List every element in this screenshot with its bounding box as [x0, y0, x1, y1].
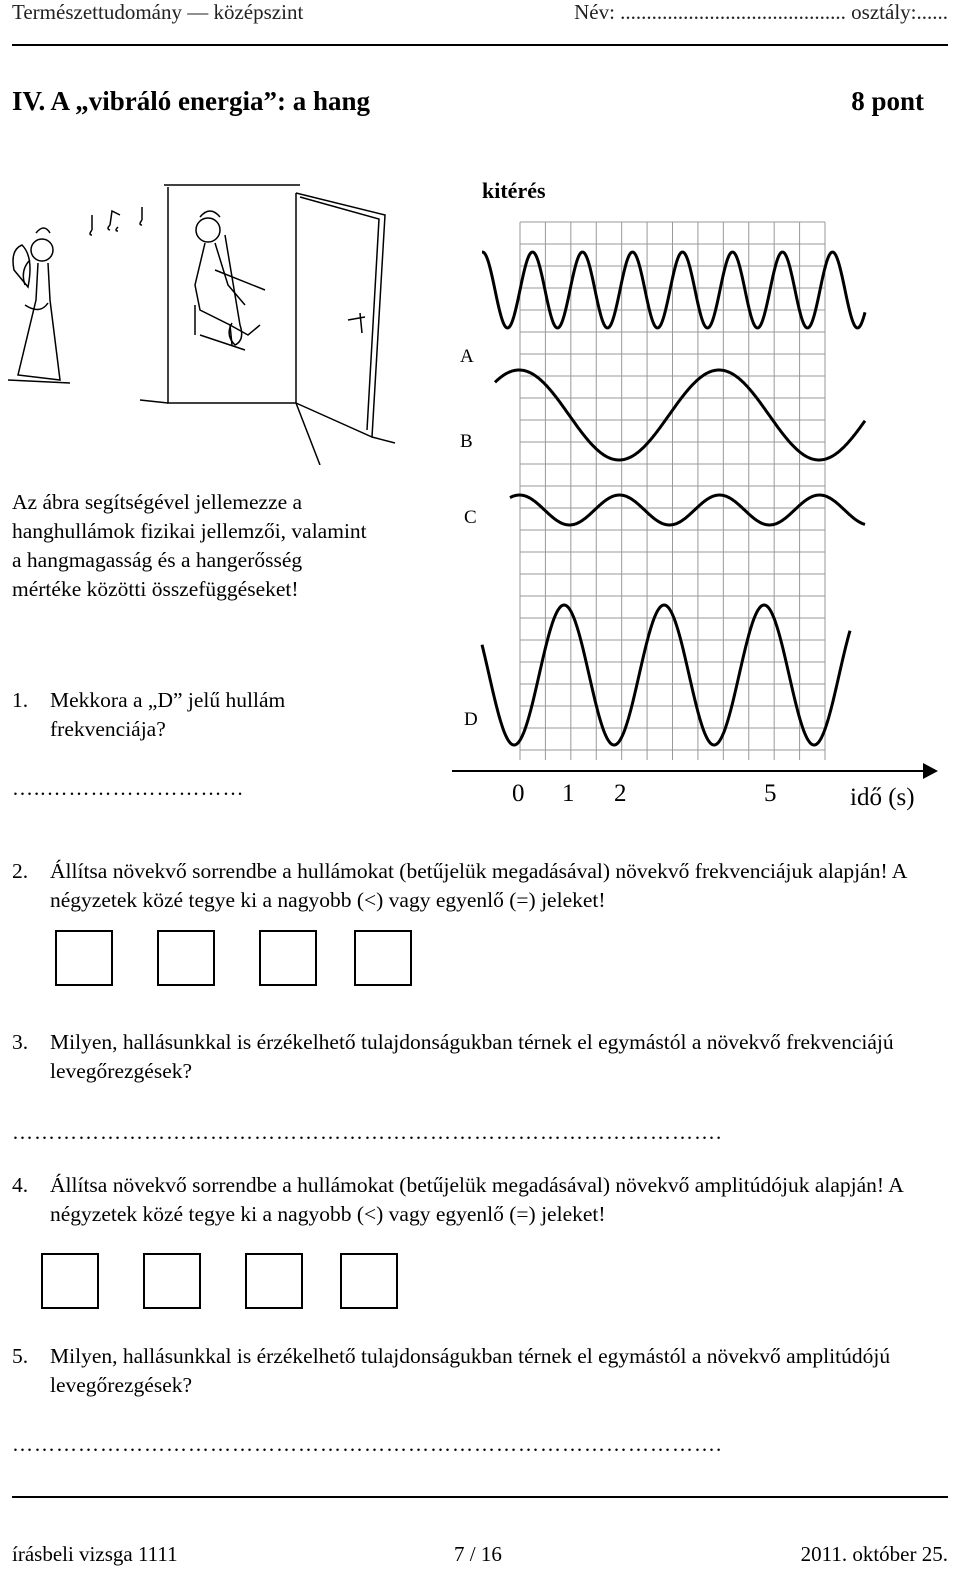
question-2-number: 2.	[12, 859, 29, 883]
intro-text: Az ábra segítségével jellemezze a hanghullámok fizikai jellemzői, valamint a hangmagasság és a hangerősség mértéke közötti összefüggéseket!	[12, 490, 367, 601]
footer-exam: írásbeli vizsga 1111	[12, 1542, 178, 1566]
x-tick-2: 2	[614, 780, 627, 807]
answer-box-4-3[interactable]	[245, 1253, 303, 1309]
answer-box-4-4[interactable]	[340, 1253, 398, 1309]
x-tick-5: 5	[764, 780, 777, 807]
wave-label-a: A	[460, 346, 474, 367]
section-title	[12, 86, 924, 117]
answer-box-2-3[interactable]	[259, 930, 317, 986]
question-5	[12, 1342, 948, 1402]
footer-page-number: 7 / 16	[454, 1542, 502, 1566]
y-axis-label: kitérés	[482, 178, 546, 203]
question-2-text: Állítsa növekvő sorrendbe a hullámokat (betűjelük megadásával) növekvő frekvenciájuk alapján! A négyzetek közé tegye ki a nagyobb (<) vagy egyenlő (=) jeleket!	[50, 859, 907, 912]
answer-box-2-1[interactable]	[55, 930, 113, 986]
answer-box-2-4[interactable]	[354, 930, 412, 986]
wave-figure	[440, 170, 940, 820]
question-1-text: Mekkora a „D” jelű hullám frekvenciája?	[50, 688, 286, 741]
footer-rule	[12, 1496, 948, 1498]
illustration-drawing	[0, 175, 430, 465]
question-1-number: 1.	[12, 688, 29, 712]
question-3-number: 3.	[12, 1030, 29, 1054]
wave-c	[510, 495, 865, 525]
question-1	[12, 686, 342, 746]
question-2	[12, 857, 948, 917]
question-5-number: 5.	[12, 1344, 29, 1368]
answer-box-4-2[interactable]	[143, 1253, 201, 1309]
answer-line-3[interactable]: …………………………………………………………………………………….	[12, 1120, 723, 1144]
question-4-number: 4.	[12, 1173, 29, 1197]
page-header	[12, 0, 948, 26]
grid	[520, 222, 825, 760]
question-4-text: Állítsa növekvő sorrendbe a hullámokat (betűjelük megadásával) növekvő amplitúdójuk alapján! A négyzetek közé tegye ki a nagyobb (<) vagy egyenlő (=) jeleket!	[50, 1173, 903, 1226]
answer-line-1[interactable]: …..………………………	[12, 776, 245, 800]
answer-box-4-1[interactable]	[41, 1253, 99, 1309]
wave-a	[482, 252, 865, 328]
time-axis-arrow	[923, 763, 938, 779]
x-tick-0: 0	[512, 780, 525, 807]
wave-d	[482, 605, 850, 745]
footer-date: 2011. október 25.	[800, 1542, 948, 1566]
question-5-text: Milyen, hallásunkkal is érzékelhető tulajdonságukban térnek el egymástól a növekvő amplitúdójú levegőrezgések?	[50, 1344, 891, 1397]
question-3	[12, 1028, 948, 1088]
x-axis-label: idő (s)	[850, 784, 915, 811]
header-subject: Természettudomány — középszint	[12, 0, 304, 24]
answer-box-2-2[interactable]	[157, 930, 215, 986]
wave-label-b: B	[460, 431, 473, 452]
section-title-text: IV. A „vibráló energia”: a hang	[12, 86, 371, 116]
section-points: 8 pont	[851, 86, 924, 116]
wave-label-c: C	[464, 507, 477, 528]
question-4	[12, 1171, 948, 1231]
header-name-field: Név: ........................................... osztály:......	[574, 0, 948, 24]
header-rule	[12, 44, 948, 46]
answer-line-5[interactable]: …………………………………………………………………………………….	[12, 1432, 723, 1456]
x-tick-1: 1	[562, 780, 575, 807]
wave-label-d: D	[464, 709, 478, 730]
wave-b	[495, 370, 865, 460]
question-3-text: Milyen, hallásunkkal is érzékelhető tulajdonságukban térnek el egymástól a növekvő frekvenciájú levegőrezgések?	[50, 1030, 894, 1083]
